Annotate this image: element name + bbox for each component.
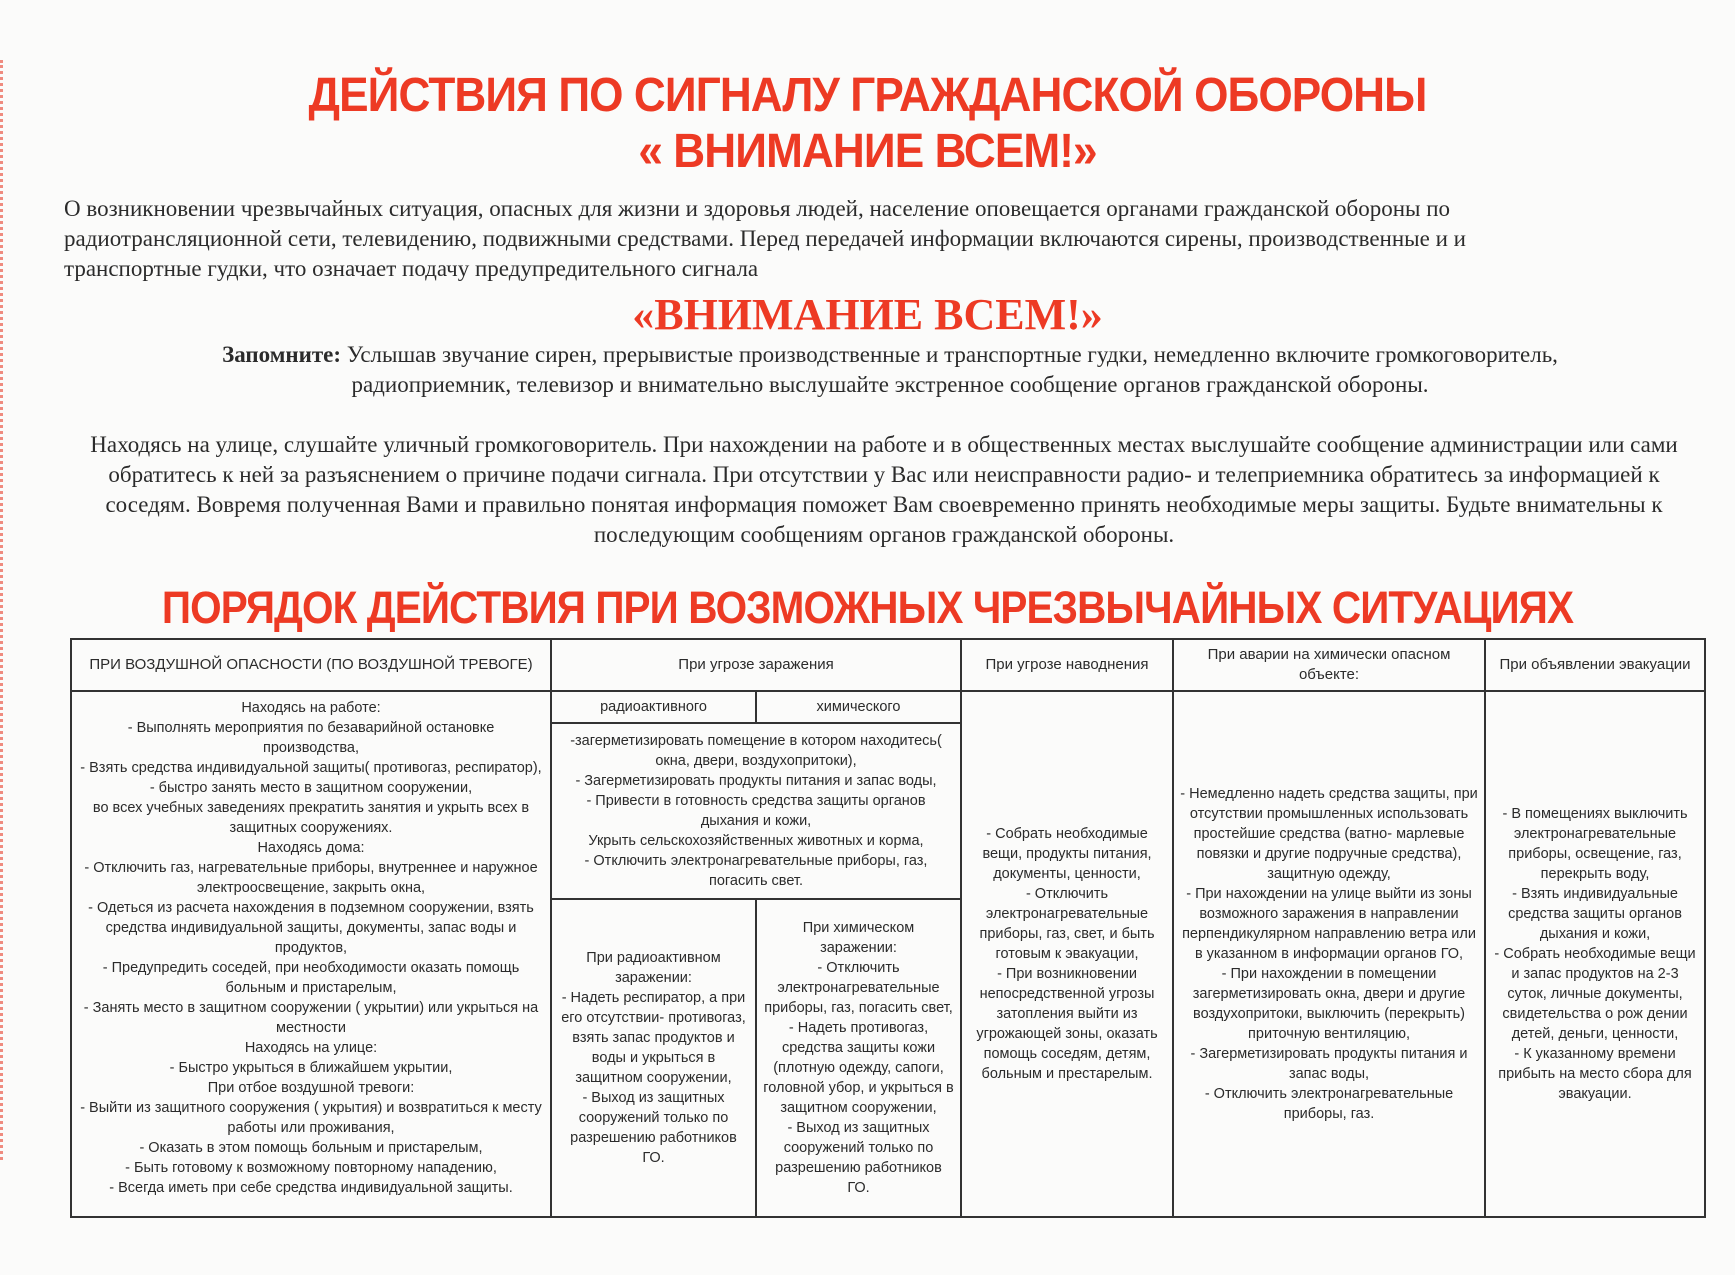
cell-line: - Немедленно надеть средства защиты, при отсутствии промышленных использовать простейшие средства (ватно- марлевые повязки и другие подручные средства), защитную одежду, [1180,786,1478,882]
cell-line: - Выход из защитных сооружений только по разрешению работников ГО. [570,1090,737,1166]
cell-line: - Выход из защитных сооружений только по разрешению работников ГО. [775,1120,942,1196]
cell-line: - Загерметизировать продукты питания и запас воды, [1190,1046,1468,1082]
cell-line: -загерметизировать помещение в котором находитесь( окна, двери, воздухопритоки), [570,733,942,769]
cell-line: Находясь на работе: [241,700,381,716]
cell-line: Находясь на улице: [244,1040,378,1056]
cell-line: - Взять индивидуальные средства защиты органов дыхания и кожи, [1508,886,1682,942]
cell-line: - Собрать необходимые вещи и запас продуктов на 2-3 суток, личные документы, свидетельства о рож дении детей, деньги, ценности, [1494,946,1696,1042]
cell-chemical-contamination [756,899,961,1217]
cell-air-danger [71,691,551,1217]
cell-line: - Отключить электронагревательные приборы, газ. [1204,1086,1454,1122]
cell-line: - Отключить электронагревательные приборы, газ, погасить свет. [584,853,928,889]
header-flood: При угрозе наводнения [961,639,1173,691]
cell-line: во всех учебных заведениях прекратить занятия и укрыть всех в защитных сооружениях. [92,800,530,836]
cell-line: - Загерметизировать продукты питания и запас воды, [575,773,937,789]
cell-flood [961,691,1173,1217]
cell-line: - Предупредить соседей, при необходимости оказать помощь больным и пристарелым, [102,960,520,996]
cell-line: - Надеть противогаз, средства защиты кожи (плотную одежду, сапоги, головной убор, и укрыться в защитном сооружении, [763,1020,954,1116]
remember-text: Услышав звучание сирен, прерывистые производственные и транспортные гудки, немедленно включите громкоговоритель, радиоприемник, телевизор и внимательно выслушайте экстренное сообщение органов гражданской обороны. [346,342,1558,397]
cell-line: - Одеться из расчета нахождения в подземном сооружении, взять средства индивидуальной защиты, документы, запас воды и продуктов, [88,900,534,956]
remember-paragraph [140,340,1640,400]
header-evacuation: При объявлении эвакуации [1485,639,1705,691]
alert-signal-text: «ВНИМАНИЕ ВСЕМ!» [632,290,1103,339]
table-subheader-row [71,691,1705,723]
cell-line: - Выполнять мероприятия по безаварийной остановке производства, [127,720,495,756]
cell-chemical-accident [1173,691,1485,1217]
cell-line: - Отключить газ, нагревательные приборы, внутреннее и наружное электроосвещение, закрыть окна, [84,860,538,896]
cell-line: - Собрать необходимые вещи, продукты питания, документы, ценности, [982,826,1152,882]
cell-line: - Быть готовому к возможному повторному нападению, [125,1160,497,1176]
title-line-1: ДЕЙСТВИЯ ПО СИГНАЛУ ГРАЖДАНСКОЙ ОБОРОНЫ [308,69,1427,122]
cell-line: Находясь дома: [257,840,365,856]
cell-line: - В помещениях выключить электронагревательные приборы, освещение, газ, перекрыть воду, [1502,806,1688,882]
cell-line: При радиоактивном заражении: [586,950,721,986]
section-title: ПОРЯДОК ДЕЙСТВИЯ ПРИ ВОЗМОЖНЫХ ЧРЕЗВЫЧАЙНЫХ СИТУАЦИЯХ [161,582,1574,633]
subheader-radioactive: радиоактивного [551,691,756,723]
cell-line: - К указанному времени прибыть на место сбора для эвакуации. [1498,1046,1692,1102]
cell-line: Укрыть сельскохозяйственных животных и корма, [588,833,924,849]
cell-line: - быстро занять место в защитном сооружении, [149,780,473,796]
cell-contamination-shared [551,723,961,899]
cell-line: - Быстро укрыться в ближайшем укрытии, [169,1060,453,1076]
header-chemical-accident: При аварии на химически опасном объекте: [1173,639,1485,691]
header-air-danger: ПРИ ВОЗДУШНОЙ ОПАСНОСТИ (ПО ВОЗДУШНОЙ ТРЕВОГЕ) [71,639,551,691]
cell-line: - При нахождении в помещении загерметизировать окна, двери и другие воздухопритоки, выключить (перекрыть) приточную вентиляцию, [1192,966,1466,1042]
cell-line: - При нахождении на улице выйти из зоны возможного заражения в направлении перпендикулярном направлению ветра или в указанном в информации органов ГО, [1182,886,1476,962]
cell-line: - Привести в готовность средства защиты органов дыхания и кожи, [586,793,926,829]
cell-line: - Надеть респиратор, а при его отсутствии- противогаз, взять запас продуктов и воды и укрыться в защитном сооружении, [561,990,746,1086]
cell-line: - Отключить электронагревательные приборы, газ, свет, и быть готовым к эвакуации, [979,886,1155,962]
street-paragraph: Находясь на улице, слушайте уличный громкоговоритель. При нахождении на работе и в общественных местах выслушайте сообщение администрации или сами обратитесь к ней за разъяснением о причине подачи сигнала. При отсутствии у Вас или неисправности радио- и телеприемника обратитесь за информацией к соседям. Вовремя полученная Вами и правильно понятая информация поможет Вам своевременно принять необходимые меры защиты. Будьте внимательны к последующим сообщениям органов гражданской обороны. [90,432,1678,547]
scan-edge-marks [0,60,9,1160]
cell-line: - При возникновении непосредственной угрозы затопления выйти из угрожающей зоны, оказать помощь соседям, детям, больным и престарелым. [976,966,1158,1082]
cell-line: - Отключить электронагревательные приборы, газ, погасить свет, [764,960,953,1016]
actions-table [70,638,1706,1218]
cell-line: - Занять место в защитном сооружении ( укрытии) или укрыться на местности [83,1000,539,1036]
header-contamination: При угрозе заражения [551,639,961,691]
title-line-2: « ВНИМАНИЕ ВСЕМ!» [638,125,1097,178]
cell-line: При химическом заражении: [802,920,915,956]
table-header-row [71,639,1705,691]
remember-label: Запомните: [222,342,342,367]
cell-line: - Выйти из защитного сооружения ( укрытия) и возвратиться к месту работы или проживания, [80,1100,542,1136]
cell-line: - Всегда иметь при себе средства индивидуальной защиты. [109,1180,513,1196]
cell-line: - Взять средства индивидуальной защиты( противогаз, респиратор), [80,760,542,776]
cell-line: При отбое воздушной тревоги: [207,1080,415,1096]
cell-line: - Оказать в этом помощь больным и пристарелым, [139,1140,483,1156]
intro-paragraph: О возникновении чрезвычайных ситуация, опасных для жизни и здоровья людей, население оповещается органами гражданской обороны по радиотрансляционной сети, телевидению, подвижными средствами. Перед передачей информации включаются сирены, производственные и и транспортные гудки, что означает подачу предупредительного сигнала [64,196,1466,281]
subheader-chemical: химического [756,691,961,723]
cell-evacuation [1485,691,1705,1217]
cell-radioactive [551,899,756,1217]
poster-header [40,68,1695,180]
